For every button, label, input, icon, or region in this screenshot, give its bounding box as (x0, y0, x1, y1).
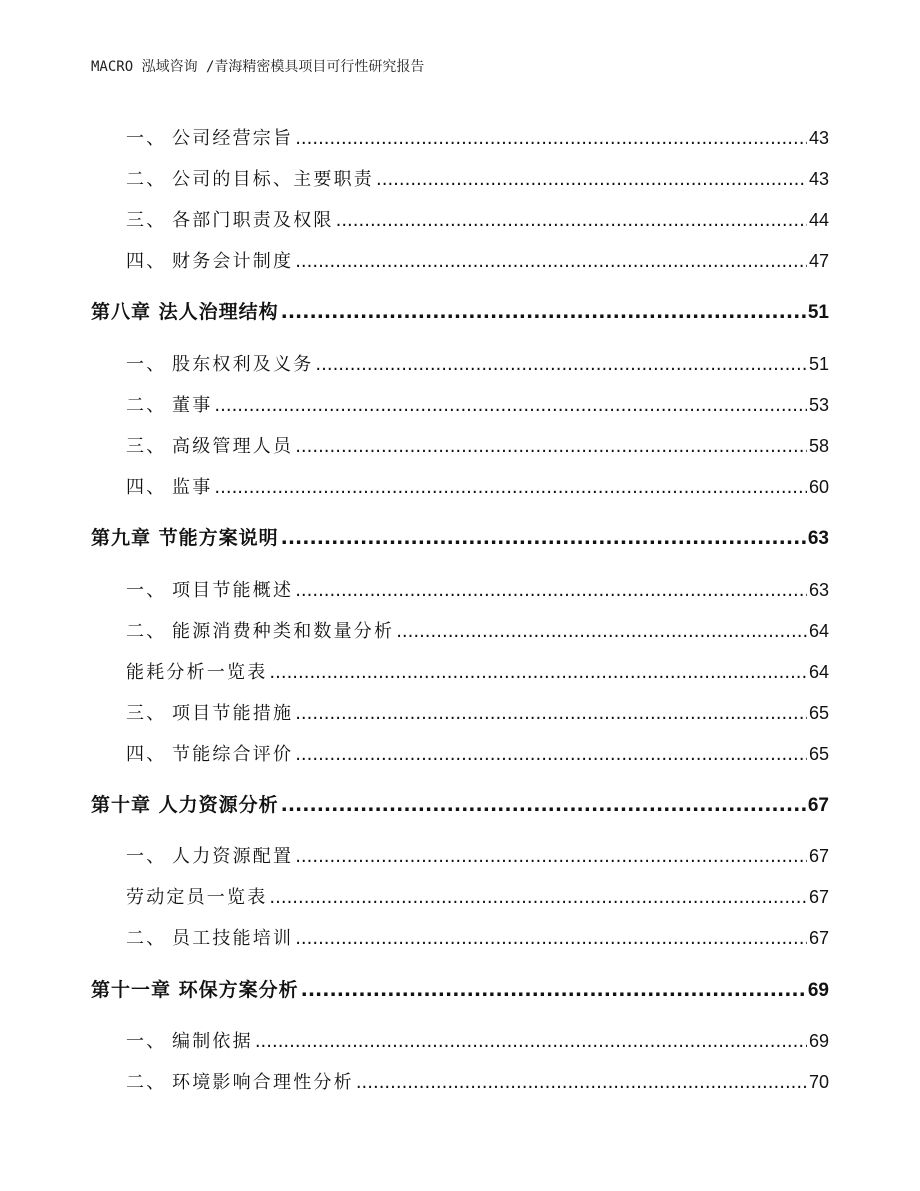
toc-entry-number: 一、 (126, 580, 167, 601)
toc-entry-number: 三、 (126, 436, 167, 457)
toc-entry[interactable] (126, 165, 829, 191)
dot-leader (295, 846, 807, 867)
dot-leader (269, 887, 807, 908)
toc-entry[interactable] (126, 350, 829, 376)
toc-entry-title: 能源消费种类和数量分析 (172, 621, 395, 642)
dot-leader (281, 794, 806, 816)
toc-entry-page: 44 (808, 210, 829, 230)
toc-entry-number: 一、 (126, 128, 167, 149)
toc-entry-title: 项目节能措施 (172, 703, 294, 724)
toc-chapter-title: 第十章 人力资源分析 (91, 794, 279, 816)
toc-chapter-entry[interactable] (91, 975, 829, 1002)
toc-entry-number: 二、 (126, 1072, 167, 1093)
toc-entry-title: 劳动定员一览表 (126, 887, 268, 908)
toc-entry-number: 三、 (126, 210, 167, 231)
toc-entry[interactable] (126, 206, 829, 232)
toc-entry-title: 公司经营宗旨 (172, 128, 294, 149)
toc-chapter-title: 第九章 节能方案说明 (91, 527, 279, 549)
toc-entry-page: 67 (807, 795, 829, 816)
toc-entry-number: 二、 (126, 395, 167, 416)
dot-leader (295, 703, 807, 724)
dot-leader (295, 744, 807, 765)
toc-entry-title: 公司的目标、主要职责 (172, 169, 374, 190)
toc-entry-number: 一、 (126, 846, 167, 867)
toc-entry-title: 能耗分析一览表 (126, 662, 268, 683)
toc-entry[interactable] (126, 432, 829, 458)
toc-entry[interactable] (126, 124, 829, 150)
toc-entry-page: 43 (808, 169, 829, 189)
toc-entry[interactable] (126, 391, 829, 417)
toc-entry-number: 四、 (126, 251, 167, 272)
toc-entry-title: 各部门职责及权限 (172, 210, 334, 231)
toc-entry-title: 股东权利及义务 (172, 354, 314, 375)
dot-leader (356, 1072, 807, 1093)
toc-entry-page: 65 (808, 703, 829, 723)
toc-entry-page: 51 (808, 354, 829, 374)
toc-entry-title: 员工技能培训 (172, 928, 294, 949)
toc-entry-number: 四、 (126, 744, 167, 765)
toc-entry-page: 51 (807, 302, 829, 323)
toc-entry-page: 67 (808, 928, 829, 948)
toc-entry-page: 67 (808, 887, 829, 907)
toc-entry-title: 环境影响合理性分析 (172, 1072, 354, 1093)
toc-entry-page: 65 (808, 744, 829, 764)
dot-leader (255, 1031, 807, 1052)
dot-leader (281, 527, 806, 549)
toc-chapter-entry[interactable] (91, 297, 829, 324)
toc-entry[interactable] (126, 473, 829, 499)
toc-entry[interactable] (126, 576, 829, 602)
dot-leader (396, 621, 807, 642)
dot-leader (214, 395, 807, 416)
toc-entry-title: 人力资源配置 (172, 846, 294, 867)
toc-entry-number: 二、 (126, 169, 167, 190)
toc-entry[interactable] (126, 740, 829, 766)
toc-chapter-title: 第十一章 环保方案分析 (91, 979, 299, 1001)
toc-entry-title: 项目节能概述 (172, 580, 294, 601)
toc-entry-number: 四、 (126, 477, 167, 498)
toc-chapter-title: 第八章 法人治理结构 (91, 301, 279, 323)
page-header: MACRO 泓域咨询 /青海精密模具项目可行性研究报告 (91, 59, 425, 75)
toc-entry-number: 三、 (126, 703, 167, 724)
dot-leader (315, 354, 807, 375)
toc-entry-page: 64 (808, 621, 829, 641)
dot-leader (336, 210, 807, 231)
toc-chapter-entry[interactable] (91, 523, 829, 550)
toc-entry-page: 67 (808, 846, 829, 866)
dot-leader (295, 928, 807, 949)
dot-leader (281, 301, 806, 323)
dot-leader (376, 169, 807, 190)
toc-entry-number: 二、 (126, 928, 167, 949)
toc-entry-title: 董事 (172, 395, 213, 416)
toc-entry[interactable] (126, 1027, 829, 1053)
toc-entry[interactable] (126, 1068, 829, 1094)
toc-entry-title: 节能综合评价 (172, 744, 294, 765)
toc-entry-page: 70 (808, 1072, 829, 1092)
toc-entry-page: 60 (808, 477, 829, 497)
toc-entry-title: 监事 (172, 477, 213, 498)
toc-entry-page: 58 (808, 436, 829, 456)
toc-entry-number: 一、 (126, 354, 167, 375)
toc-entry-page: 69 (807, 980, 829, 1001)
toc-entry-page: 53 (808, 395, 829, 415)
toc-entry-page: 43 (808, 128, 829, 148)
toc-entry-page: 63 (807, 528, 829, 549)
toc-entry-title: 财务会计制度 (172, 251, 294, 272)
dot-leader (295, 251, 807, 272)
toc-entry[interactable] (126, 842, 829, 868)
toc-entry[interactable] (126, 883, 829, 909)
toc-entry[interactable] (126, 658, 829, 684)
dot-leader (269, 662, 807, 683)
dot-leader (214, 477, 807, 498)
dot-leader (295, 580, 807, 601)
toc-entry-page: 63 (808, 580, 829, 600)
toc-entry[interactable] (126, 699, 829, 725)
toc-chapter-entry[interactable] (91, 790, 829, 817)
toc-entry-title: 编制依据 (172, 1031, 253, 1052)
toc-entry-page: 47 (808, 251, 829, 271)
dot-leader (295, 128, 807, 149)
toc-entry-title: 高级管理人员 (172, 436, 294, 457)
toc-entry[interactable] (126, 924, 829, 950)
toc-entry-page: 64 (808, 662, 829, 682)
dot-leader (295, 436, 807, 457)
toc-entry-number: 一、 (126, 1031, 167, 1052)
toc-entry[interactable] (126, 617, 829, 643)
dot-leader (301, 979, 806, 1001)
toc-entry-page: 69 (808, 1031, 829, 1051)
toc-entry[interactable] (126, 247, 829, 273)
toc-entry-number: 二、 (126, 621, 167, 642)
